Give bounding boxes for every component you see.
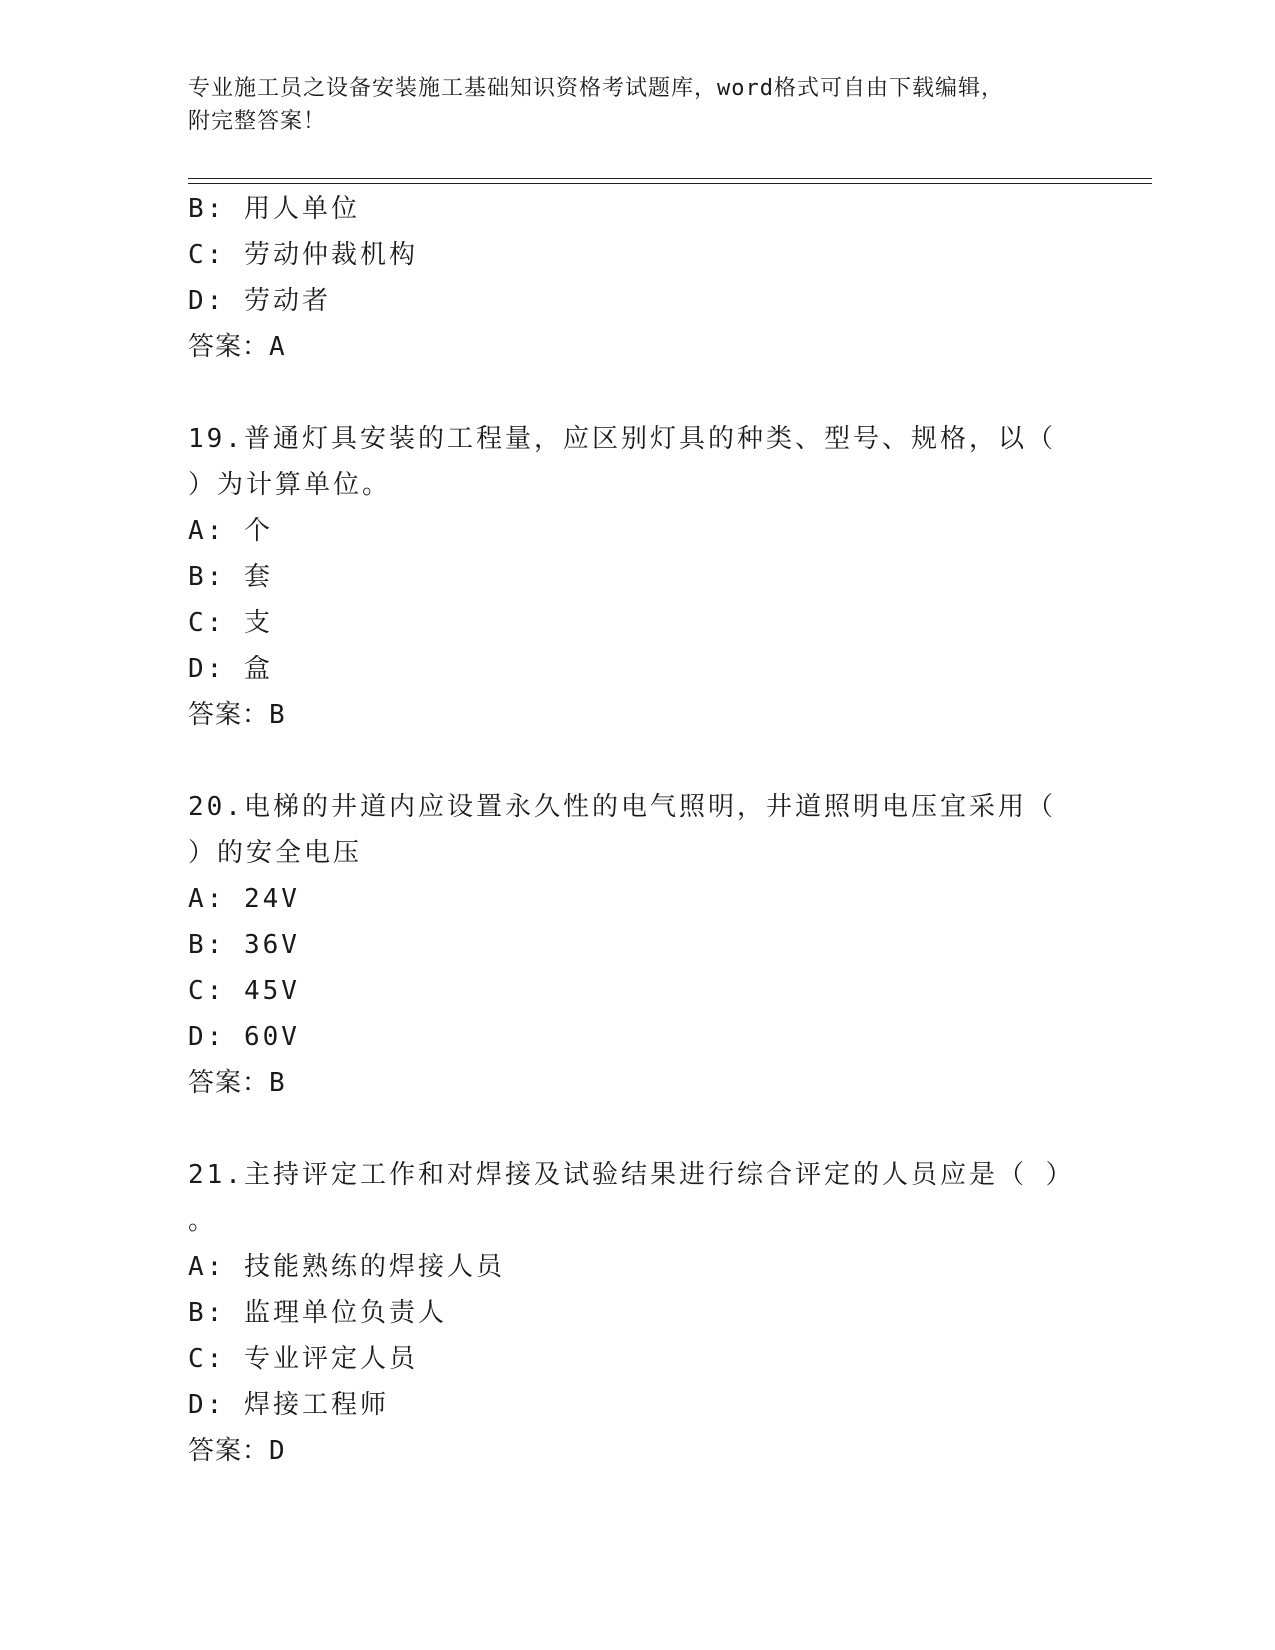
- question-19-option-d: D: 盒: [188, 654, 273, 684]
- question-20-option-d: D: 60V: [188, 1022, 300, 1052]
- question-20-option-a: A: 24V: [188, 884, 300, 914]
- question-20-answer: [188, 1067, 286, 1099]
- question-21-option-c: C: 专业评定人员: [188, 1344, 418, 1374]
- answer-value: B: [269, 700, 286, 730]
- question-19-stem-line-2: ）为计算单位。: [188, 470, 392, 500]
- answer-value: A: [269, 332, 286, 362]
- answer-label: 答案：: [188, 332, 270, 362]
- question-21-stem-line-2: 。: [188, 1206, 218, 1236]
- option-c: C: 劳动仲裁机构: [188, 240, 418, 270]
- question-19-stem-line-1: 19.普通灯具安装的工程量，应区别灯具的种类、型号、规格，以（: [188, 424, 1056, 454]
- question-21-option-a: A: 技能熟练的焊接人员: [188, 1252, 505, 1282]
- question-19-option-a: A: 个: [188, 516, 273, 546]
- header-line-1: 专业施工员之设备安装施工基础知识资格考试题库，word格式可自由下载编辑，: [188, 76, 1004, 101]
- answer-label: 答案：: [188, 1068, 270, 1098]
- question-19-option-c: C: 支: [188, 608, 273, 638]
- question-19-answer: [188, 699, 286, 731]
- document-header: [188, 72, 1088, 138]
- header-divider-bottom: [188, 183, 1152, 184]
- header-line-2: 附完整答案！: [188, 109, 327, 134]
- question-21-answer: [188, 1435, 286, 1467]
- answer-line: [188, 331, 286, 363]
- answer-label: 答案：: [188, 700, 270, 730]
- question-20-option-c: C: 45V: [188, 976, 300, 1006]
- answer-value: D: [269, 1436, 286, 1466]
- option-b: B: 用人单位: [188, 194, 360, 224]
- answer-value: B: [269, 1068, 286, 1098]
- header-divider-top: [188, 178, 1152, 179]
- question-20-stem-line-2: ）的安全电压: [188, 838, 363, 868]
- answer-label: 答案：: [188, 1436, 270, 1466]
- question-20-option-b: B: 36V: [188, 930, 300, 960]
- option-d: D: 劳动者: [188, 286, 331, 316]
- question-20-stem-line-1: 20.电梯的井道内应设置永久性的电气照明，井道照明电压宜采用（: [188, 792, 1056, 822]
- question-21-option-b: B: 监理单位负责人: [188, 1298, 447, 1328]
- question-21-stem-line-1: 21.主持评定工作和对焊接及试验结果进行综合评定的人员应是（ ）: [188, 1160, 1075, 1190]
- question-19-option-b: B: 套: [188, 562, 273, 592]
- question-21-option-d: D: 焊接工程师: [188, 1390, 389, 1420]
